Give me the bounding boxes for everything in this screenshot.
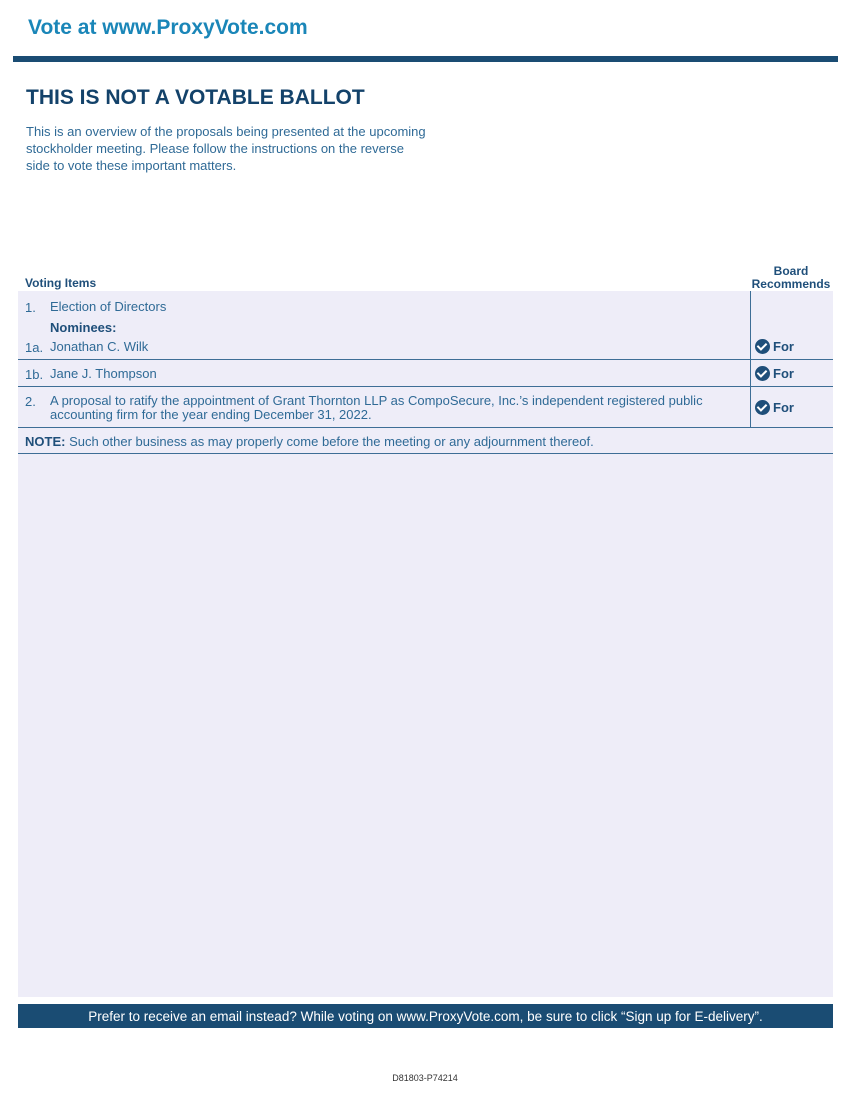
document-code: D81803-P74214 [392, 1073, 458, 1083]
nominee2-recommendation-label: For [773, 366, 794, 381]
row-divider [18, 359, 833, 360]
edelivery-banner-text: Prefer to receive an email instead? While voting on www.ProxyVote.com, be sure to click “Sign up for E-delivery”. [88, 1008, 763, 1024]
nominees-label: Nominees: [50, 320, 117, 335]
note [25, 434, 594, 449]
nominee2-name: Jane J. Thompson [50, 366, 157, 381]
item2-line2: accounting firm for the year ending December 31, 2022. [50, 407, 372, 422]
row-divider [18, 386, 833, 387]
vote-link[interactable]: Vote at www.ProxyVote.com [28, 16, 308, 39]
header-rule [13, 56, 838, 62]
page-title: THIS IS NOT A VOTABLE BALLOT [26, 86, 365, 109]
board-recommends-line1: Board [773, 264, 809, 278]
edelivery-banner [18, 1004, 833, 1028]
intro-text: This is an overview of the proposals being presented at the upcoming stockholder meeting. Please follow the instructions on the reverse side to vote these important matters. [26, 124, 426, 173]
item2-recommendation [755, 400, 794, 415]
voting-items-header: Voting Items [25, 276, 97, 290]
check-circle-icon [755, 339, 770, 354]
nominee1-recommendation [755, 339, 794, 354]
item2-recommendation-label: For [773, 400, 794, 415]
check-circle-icon [755, 400, 770, 415]
board-recommends-line2: Recommends [751, 277, 831, 291]
nominee2-number: 1b. [25, 367, 44, 382]
nominee1-recommendation-label: For [773, 339, 794, 354]
note-label: NOTE: [25, 434, 66, 449]
item2-number: 2. [25, 394, 36, 409]
nominee1-number: 1a. [25, 340, 44, 355]
item2-line1: A proposal to ratify the appointment of Grant Thornton LLP as CompoSecure, Inc.’s independent registered public [50, 393, 703, 408]
nominee2-recommendation [755, 366, 794, 381]
item1-number: 1. [25, 300, 36, 315]
row-divider [18, 427, 833, 428]
board-recommends-header [750, 265, 832, 291]
item1-label: Election of Directors [50, 299, 167, 314]
check-circle-icon [755, 366, 770, 381]
nominee1-name: Jonathan C. Wilk [50, 339, 149, 354]
note-text: Such other business as may properly come before the meeting or any adjournment thereof. [65, 434, 594, 449]
row-divider [18, 453, 833, 454]
